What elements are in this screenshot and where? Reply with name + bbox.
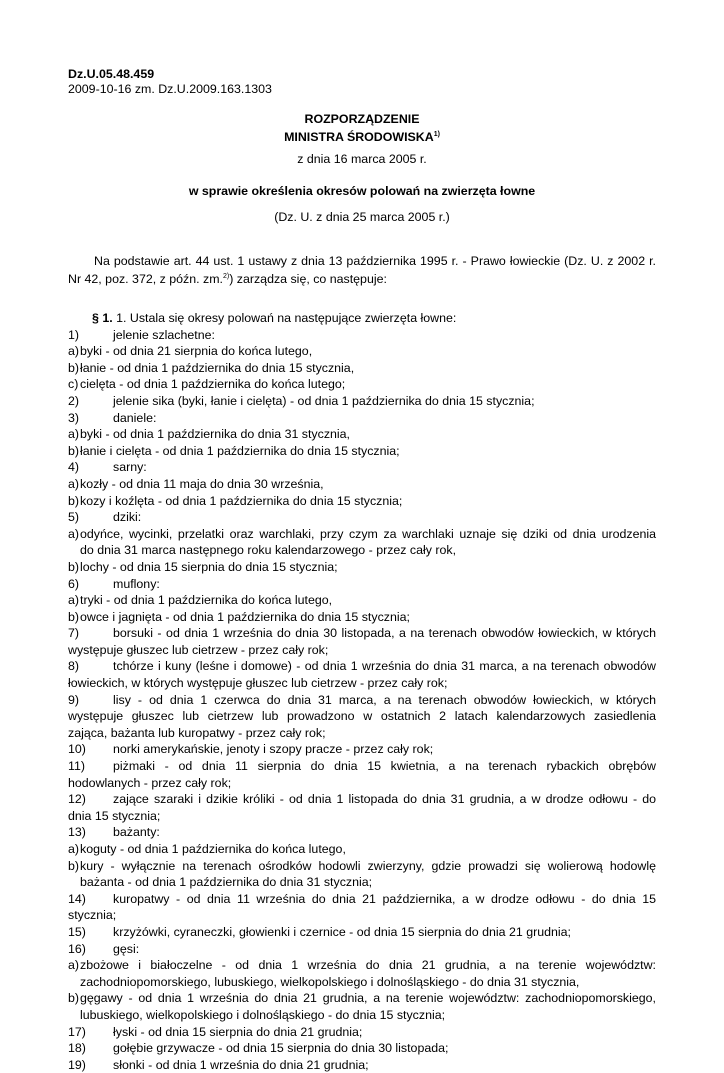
list-item bbox=[68, 376, 656, 393]
item-text: łanie i cielęta - od dnia 1 października do dnia 15 stycznia; bbox=[80, 443, 400, 458]
item-number: 6) bbox=[68, 576, 80, 591]
item-number: 12) bbox=[68, 792, 86, 807]
list-item bbox=[68, 891, 656, 908]
item-text: kozły - od dnia 11 maja do dnia 30 września, bbox=[80, 476, 324, 491]
item-text: jelenie sika (byki, łanie i cielęta) - od dnia 1 października do dnia 15 stycznia; bbox=[113, 393, 535, 408]
item-number: 16) bbox=[68, 941, 86, 956]
list-item bbox=[68, 343, 656, 360]
item-text: dnia 15 stycznia; bbox=[68, 808, 161, 823]
item-number: 8) bbox=[68, 659, 80, 674]
list-item bbox=[68, 509, 656, 526]
list-item bbox=[68, 576, 656, 593]
list-item bbox=[68, 1007, 656, 1024]
item-text: koguty - od dnia 1 października do końca lutego, bbox=[80, 842, 346, 856]
list-item bbox=[68, 791, 656, 808]
intro-text-b: ) zarządza się, co następuje: bbox=[229, 272, 387, 286]
item-text: gęgawy - od dnia 1 września do dnia 21 grudnia, a na terenie województw: zachodniopomorskiego, bbox=[80, 991, 656, 1006]
item-text: kury - wyłącznie na terenach ośrodków hodowli zwierzyny, gdzie prowadzi się wolierową hodowlę bbox=[80, 858, 656, 873]
item-letter: a) bbox=[68, 593, 80, 608]
document-header bbox=[68, 67, 272, 97]
list-item bbox=[68, 941, 656, 958]
item-number: 3) bbox=[68, 410, 80, 425]
item-text: gołębie grzywacze - od dnia 15 sierpnia do dnia 30 listopada; bbox=[113, 1041, 449, 1056]
document-title bbox=[0, 112, 724, 145]
list-item bbox=[68, 974, 656, 991]
item-letter: a) bbox=[68, 842, 80, 856]
list-item bbox=[68, 1057, 656, 1073]
section-lead: 1. Ustala się okresy polowań na następujące zwierzęta łowne: bbox=[112, 311, 457, 325]
item-letter: b) bbox=[68, 609, 80, 624]
item-text: hodowlanych - przez cały rok; bbox=[68, 775, 232, 790]
list-item bbox=[68, 990, 656, 1007]
list-item bbox=[68, 708, 656, 725]
amendment-note: 2009-10-16 zm. Dz.U.2009.163.1303 bbox=[68, 82, 272, 96]
list-item bbox=[68, 625, 656, 642]
item-text: lubuskiego, wielkopolskiego i dolnośląskiego - do dnia 15 stycznia; bbox=[80, 1007, 446, 1022]
list-item bbox=[68, 443, 656, 460]
item-letter: a) bbox=[68, 958, 80, 973]
list-item bbox=[68, 559, 656, 576]
list-item bbox=[68, 758, 656, 775]
item-text: występuje głuszec lub cietrzew - przez cały rok; bbox=[68, 642, 329, 657]
item-text: lisy - od dnia 1 czerwca do dnia 31 marca, a na terenach obwodów łowieckich, w których bbox=[113, 692, 656, 707]
item-text: zachodniopomorskiego, lubuskiego, wielkopolskiego i dolnośląskiego - do dnia 31 stycznia, bbox=[80, 974, 580, 989]
list-item bbox=[68, 642, 656, 659]
item-text: tchórze i kuny (leśne i domowe) - od dnia 1 września do dnia 31 marca, a na terenach obwodów bbox=[113, 659, 656, 674]
item-text: byki - od dnia 1 października do dnia 31 stycznia, bbox=[80, 427, 350, 442]
item-letter: b) bbox=[68, 360, 80, 375]
item-number: 18) bbox=[68, 1041, 86, 1056]
item-text: norki amerykańskie, jenoty i szopy pracze - przez cały rok; bbox=[113, 742, 434, 757]
item-text: jelenie szlachetne: bbox=[113, 327, 215, 342]
item-text: do dnia 31 marca następnego roku kalendarzowego - przez cały rok, bbox=[80, 543, 457, 558]
item-number: 17) bbox=[68, 1024, 86, 1039]
list-item bbox=[68, 1040, 656, 1057]
list-item bbox=[68, 658, 656, 675]
list-item bbox=[68, 775, 656, 792]
item-text: bażanta - od dnia 1 października do dnia 31 stycznia; bbox=[80, 875, 373, 890]
item-text: słonki - od dnia 1 września do dnia 21 grudnia; bbox=[113, 1057, 369, 1072]
document-source: (Dz. U. z dnia 25 marca 2005 r.) bbox=[274, 210, 450, 224]
list-item bbox=[68, 526, 656, 543]
item-text: bażanty: bbox=[113, 825, 160, 840]
item-number: 10) bbox=[68, 742, 86, 757]
item-text: łyski - od dnia 15 sierpnia do dnia 21 grudnia; bbox=[113, 1024, 363, 1039]
list-item bbox=[68, 841, 656, 858]
list-item bbox=[68, 858, 656, 875]
title-line-1: ROZPORZĄDZENIE bbox=[304, 112, 420, 126]
list-item bbox=[68, 459, 656, 476]
item-number: 9) bbox=[68, 692, 80, 707]
item-text: łowieckich, w których występuje głuszec lub cietrzew - przez cały rok; bbox=[68, 676, 448, 691]
section-mark: § 1. bbox=[92, 311, 113, 325]
list-item bbox=[68, 542, 656, 559]
footnote-ref-1: 1) bbox=[433, 131, 440, 138]
item-text: tryki - od dnia 1 października do końca lutego, bbox=[80, 593, 333, 608]
list-item bbox=[68, 1024, 656, 1041]
item-letter: b) bbox=[68, 991, 80, 1006]
list-item bbox=[68, 410, 656, 427]
title-line-2 bbox=[0, 127, 724, 145]
item-text: muflony: bbox=[113, 576, 160, 591]
title-line-2-text: MINISTRA ŚRODOWISKA bbox=[284, 130, 434, 144]
list-item bbox=[68, 957, 656, 974]
section-body bbox=[68, 310, 656, 1073]
item-letter: b) bbox=[68, 559, 80, 574]
item-text: piżmaki - od dnia 11 sierpnia do dnia 15 kwietnia, a na terenach rybackich obrębów bbox=[113, 759, 656, 774]
item-letter: a) bbox=[68, 476, 80, 491]
item-letter: a) bbox=[68, 344, 80, 359]
item-number: 13) bbox=[68, 825, 86, 840]
list-item bbox=[68, 426, 656, 443]
document-date: z dnia 16 marca 2005 r. bbox=[297, 152, 427, 166]
list-item bbox=[68, 675, 656, 692]
item-text: gęsi: bbox=[113, 941, 140, 956]
item-number: 19) bbox=[68, 1057, 86, 1072]
list-item bbox=[68, 327, 656, 344]
item-letter: b) bbox=[68, 443, 80, 458]
item-text: zająca, bażanta lub kuropatwy - przez cały rok; bbox=[68, 725, 326, 740]
item-letter: c) bbox=[68, 377, 79, 392]
section-heading bbox=[68, 310, 656, 327]
list-item bbox=[68, 692, 656, 709]
item-text: kozy i koźlęta - od dnia 1 października do dnia 15 stycznia; bbox=[80, 493, 403, 508]
item-text: byki - od dnia 21 sierpnia do końca lutego, bbox=[80, 344, 313, 359]
item-letter: b) bbox=[68, 493, 80, 508]
item-number: 11) bbox=[68, 759, 85, 774]
item-letter: a) bbox=[68, 526, 80, 541]
item-text: kuropatwy - od dnia 11 września do dnia 21 października, a w drodze odłowu - do dnia 15 bbox=[113, 891, 656, 906]
item-text: krzyżówki, cyraneczki, głowienki i czernice - od dnia 15 sierpnia do dnia 21 grudnia; bbox=[113, 924, 571, 939]
item-number: 7) bbox=[68, 626, 80, 641]
list-item bbox=[68, 609, 656, 626]
item-text: zbożowe i białoczelne - od dnia 1 września do dnia 21 grudnia, a na terenie województw: bbox=[80, 958, 656, 973]
item-text: sarny: bbox=[113, 460, 147, 475]
item-text: stycznia; bbox=[68, 908, 117, 923]
item-text: odyńce, wycinki, przelatki oraz warchlaki, przy czym za warchlaki uznaje się dziki od dnia urodzenia bbox=[80, 526, 656, 541]
item-number: 5) bbox=[68, 510, 80, 525]
item-letter: a) bbox=[68, 427, 80, 442]
list-item bbox=[68, 493, 656, 510]
list-item bbox=[68, 808, 656, 825]
item-text: zające szaraki i dzikie króliki - od dnia 1 listopada do dnia 31 grudnia, a w drodze odłowu - do bbox=[113, 792, 656, 807]
list-item bbox=[68, 924, 656, 941]
item-text: cielęta - od dnia 1 października do końca lutego; bbox=[80, 377, 346, 392]
item-text: owce i jagnięta - od dnia 1 października do dnia 15 stycznia; bbox=[80, 609, 410, 624]
footnote-ref-2: 2) bbox=[222, 273, 230, 280]
list-item bbox=[68, 874, 656, 891]
item-text: daniele: bbox=[113, 410, 157, 425]
list-item bbox=[68, 476, 656, 493]
item-text: łanie - od dnia 1 października do dnia 15 stycznia, bbox=[80, 360, 355, 375]
list-item bbox=[68, 824, 656, 841]
list-item bbox=[68, 741, 656, 758]
document-subject: w sprawie określenia okresów polowań na zwierzęta łowne bbox=[188, 184, 536, 198]
item-number: 4) bbox=[68, 460, 80, 475]
item-text: borsuki - od dnia 1 września do dnia 30 listopada, a na terenach obwodów łowieckich, w których bbox=[113, 626, 656, 641]
legal-basis-paragraph bbox=[68, 253, 656, 287]
item-text: dziki: bbox=[113, 510, 142, 525]
list-item bbox=[68, 393, 656, 410]
journal-code: Dz.U.05.48.459 bbox=[68, 67, 155, 81]
item-letter: b) bbox=[68, 858, 80, 873]
list-item bbox=[68, 907, 656, 924]
item-text: lochy - od dnia 15 sierpnia do dnia 15 stycznia; bbox=[80, 559, 338, 574]
item-number: 14) bbox=[68, 891, 86, 906]
item-text: występuje głuszec lub cietrzew lub prowadzono w ostatnich 2 latach kalendarzowych zasiedlenia bbox=[68, 709, 656, 724]
item-number: 1) bbox=[68, 327, 80, 342]
list-item bbox=[68, 360, 656, 377]
list-item bbox=[68, 592, 656, 609]
item-number: 2) bbox=[68, 393, 80, 408]
list-item bbox=[68, 725, 656, 742]
item-number: 15) bbox=[68, 924, 86, 939]
intro-text-a: Na podstawie art. 44 ust. 1 ustawy z dnia 13 października 1995 r. - Prawo łowieckie (Dz. U. z 2002 r. Nr 42, poz. 372, z późn. zm. bbox=[68, 254, 656, 286]
